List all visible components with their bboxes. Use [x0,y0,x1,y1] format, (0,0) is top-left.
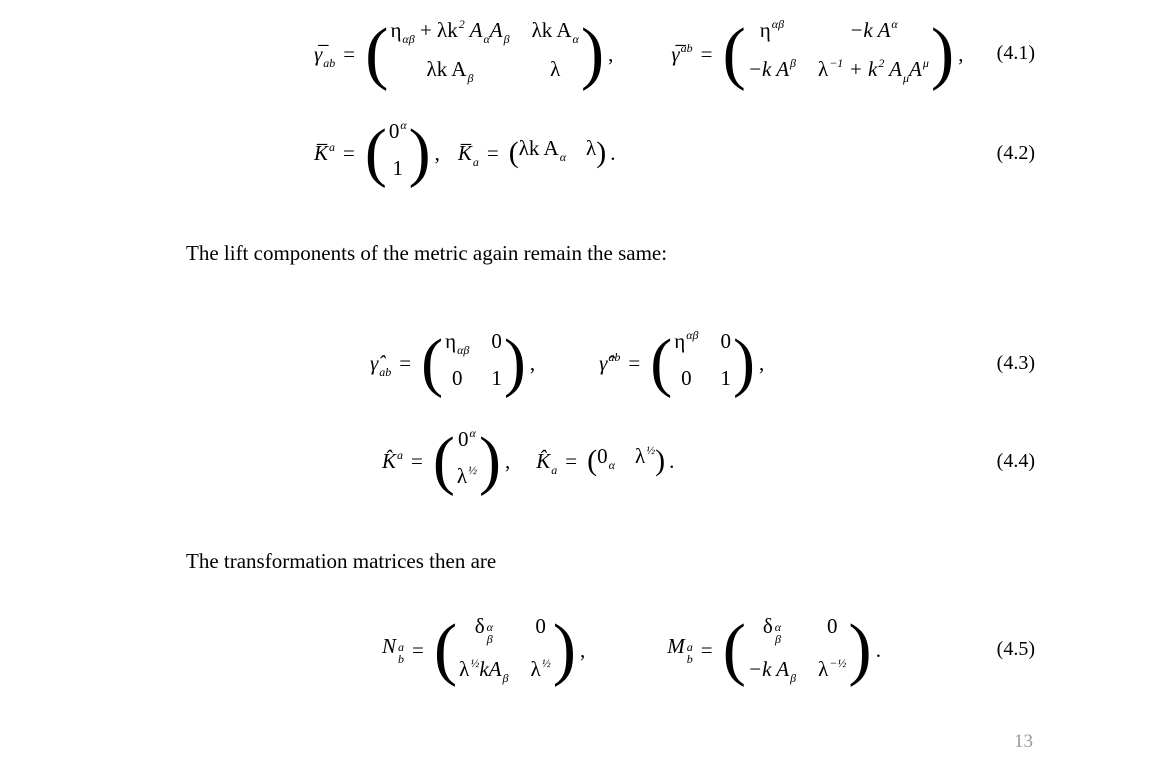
equation-number-4-3: (4.3) [996,352,1035,374]
m-matrix: ( δ α β 0 −k $A_\beta$ $\lambda^{-\frac{1}{2}}$ ) [722,611,872,688]
gamma-hat-lower-matrix: ( $\eta_{\alpha\beta}$ 0 0 1 ) [421,326,526,399]
equation-number-4-1: (4.1) [996,42,1035,64]
equation-4-2: K̅ a = ( $0^\alpha$ 1 ) , K̅ a = ( λk $A_\alpha$ λ ) . [314,116,616,189]
gamma-hat-lower-lhs: γ̂ ab [370,350,392,379]
k-hat-lower-row: ( $0_\alpha$ $\lambda^{\frac{1}{2}}$ ) [587,443,666,477]
gamma-bar-lower-matrix: ( $\eta_{\alpha\beta} + \lambda k^2$ $A_\alpha A_\beta$ λk $A_\alpha$ λk $A_\beta$ λ ) [365,15,605,92]
gamma-bar-lower-lhs: γ̅ ab [314,41,336,70]
k-bar-upper-column: ( $0^\alpha$ 1 ) [364,116,431,189]
gamma-hat-upper-matrix: ( $\eta^{\alpha\beta}$ 0 0 1 ) [650,326,755,399]
paragraph-text: The lift components of the metric again remain the same: [186,241,668,265]
n-matrix: ( δ α β 0 $\lambda^{\frac{1}{2}}kA_\beta$ $\lambda^{\frac{1}{2}}$ ) [433,611,576,688]
k-hat-lower-lhs: K̂ a [536,448,558,477]
n-matrix-lhs: N a b [382,633,405,666]
k-bar-lower-row: ( λk $A_\alpha$ λ ) [508,136,607,169]
k-hat-upper-column: ( $0^\alpha$ $\lambda^{\frac{1}{2}}$ ) [432,424,502,497]
gamma-bar-upper-matrix: ( $\eta^{\alpha\beta}$ −k $A^\alpha$ −k $A^\beta$ $\lambda^{-1} + k^2$ $A_\mu A^\mu$ ) [722,15,955,92]
gamma-hat-upper-lhs: γ̂ ab [599,349,621,375]
equation-number-4-2: (4.2) [996,142,1035,164]
equation-number-4-5: (4.5) [996,638,1035,660]
equation-number-4-4: (4.4) [996,450,1035,472]
equation-4-3: γ̂ ab = ( $\eta_{\alpha\beta}$ 0 0 1 ) , γ̂ ab = ( $\eta^{\alpha\beta}$ 0 0 1 ) , [370,326,765,399]
gamma-bar-upper-lhs: γ̅ ab [671,40,693,66]
k-hat-upper-lhs: K̂ a [382,447,404,473]
k-bar-upper-lhs: K̅ a [314,139,336,165]
m-matrix-lhs: M a b [667,633,693,666]
page-number: 13 [1014,731,1033,752]
k-bar-lower-lhs: K̅ a [457,140,479,169]
equation-4-4: K̂ a = ( $0^\alpha$ $\lambda^{\frac{1}{2}}$ ) , K̂ a = ( $0_\alpha$ $\lambda^{\frac{1}{2}}$ ) . [382,424,675,497]
equation-4-5: N a b = ( δ α β 0 $\lambda^{\frac{1}{2}}kA_\beta$ $\lambda^{\frac{1}{2}}$ ) , M a b = ( δ α β 0 −k $A_\beta$ $\lambda^{-\frac{1}{2}}$ ) . [382,611,881,688]
paragraph-text: The transformation matrices then are [186,549,497,573]
equation-4-1: γ̅ ab = ( $\eta_{\alpha\beta} + \lambda k^2$ $A_\alpha A_\beta$ λk $A_\alpha$ λk $A_\beta$ λ ) , γ̅ ab = ( $\eta^{\alpha\beta}$ −k $A^\alpha$ −k $A^\beta$ $\lambda^{-1} + k^2$ $A_\mu A^\mu$ ) , [314,15,964,92]
